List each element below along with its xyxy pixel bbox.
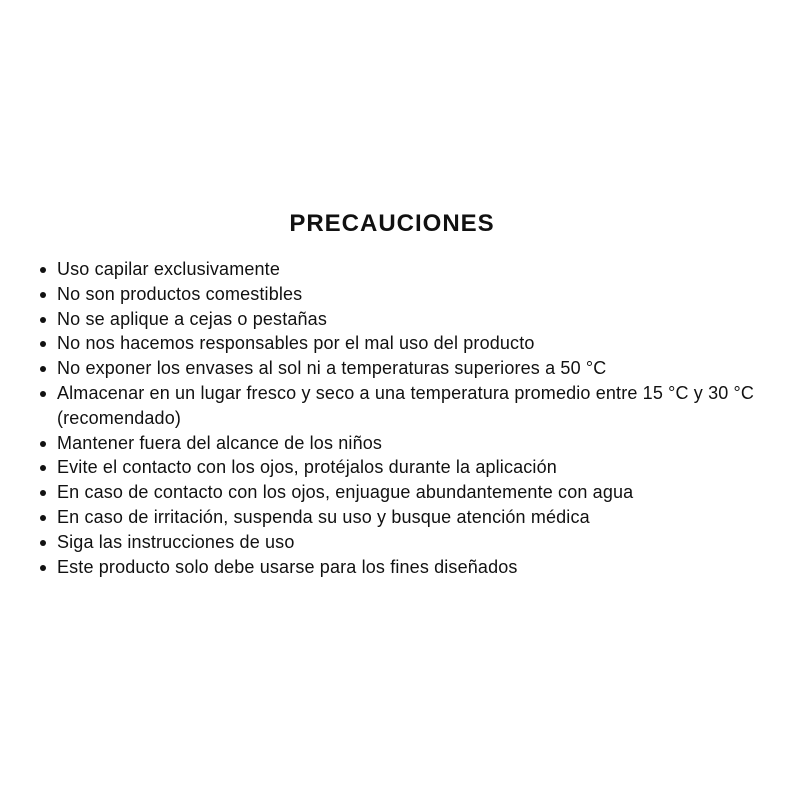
list-item (40, 555, 770, 580)
list-item-text: No se aplique a cejas o pestañas (57, 308, 327, 329)
list-item (40, 530, 770, 555)
bullet-icon (40, 441, 46, 447)
list-item-text: Este producto solo debe usarse para los fines diseñados (57, 556, 518, 577)
list-item-text: Mantener fuera del alcance de los niños (57, 432, 383, 453)
list-item (40, 307, 770, 332)
list-item-text: Siga las instrucciones de uso (57, 531, 295, 552)
bullet-icon (40, 267, 46, 273)
bullet-icon (40, 391, 46, 397)
list-item-text: No nos hacemos responsables por el mal uso del producto (57, 333, 535, 354)
list-item-text: Evite el contacto con los ojos, protéjalos durante la aplicación (57, 457, 557, 478)
list-item (40, 431, 770, 456)
list-item (40, 331, 770, 356)
page-title: PRECAUCIONES (289, 210, 495, 237)
bullet-icon (40, 465, 46, 471)
list-item-text: Uso capilar exclusivamente (57, 259, 280, 279)
list-item (40, 356, 770, 381)
list-item (40, 381, 770, 431)
bullet-icon (40, 490, 46, 496)
precautions-list (40, 257, 770, 579)
list-item (40, 282, 770, 307)
bullet-icon (40, 366, 46, 372)
list-item-text: Almacenar en un lugar fresco y seco a una temperatura promedio entre 15 °C y 30 °C (recomendado) (57, 382, 755, 428)
list-item (40, 505, 770, 530)
list-item-text: En caso de irritación, suspenda su uso y busque atención médica (57, 506, 590, 527)
list-item-text: No exponer los envases al sol ni a temperaturas superiores a 50 °C (57, 358, 607, 379)
bullet-icon (40, 565, 46, 571)
list-item-text: No son productos comestibles (57, 283, 303, 304)
bullet-icon (40, 540, 46, 546)
bullet-icon (40, 515, 46, 521)
bullet-icon (40, 292, 46, 298)
list-item-text: En caso de contacto con los ojos, enjuague abundantemente con agua (57, 482, 634, 503)
list-item (40, 455, 770, 480)
list-item (40, 480, 770, 505)
list-item (40, 257, 770, 282)
bullet-icon (40, 341, 46, 347)
bullet-icon (40, 317, 46, 323)
